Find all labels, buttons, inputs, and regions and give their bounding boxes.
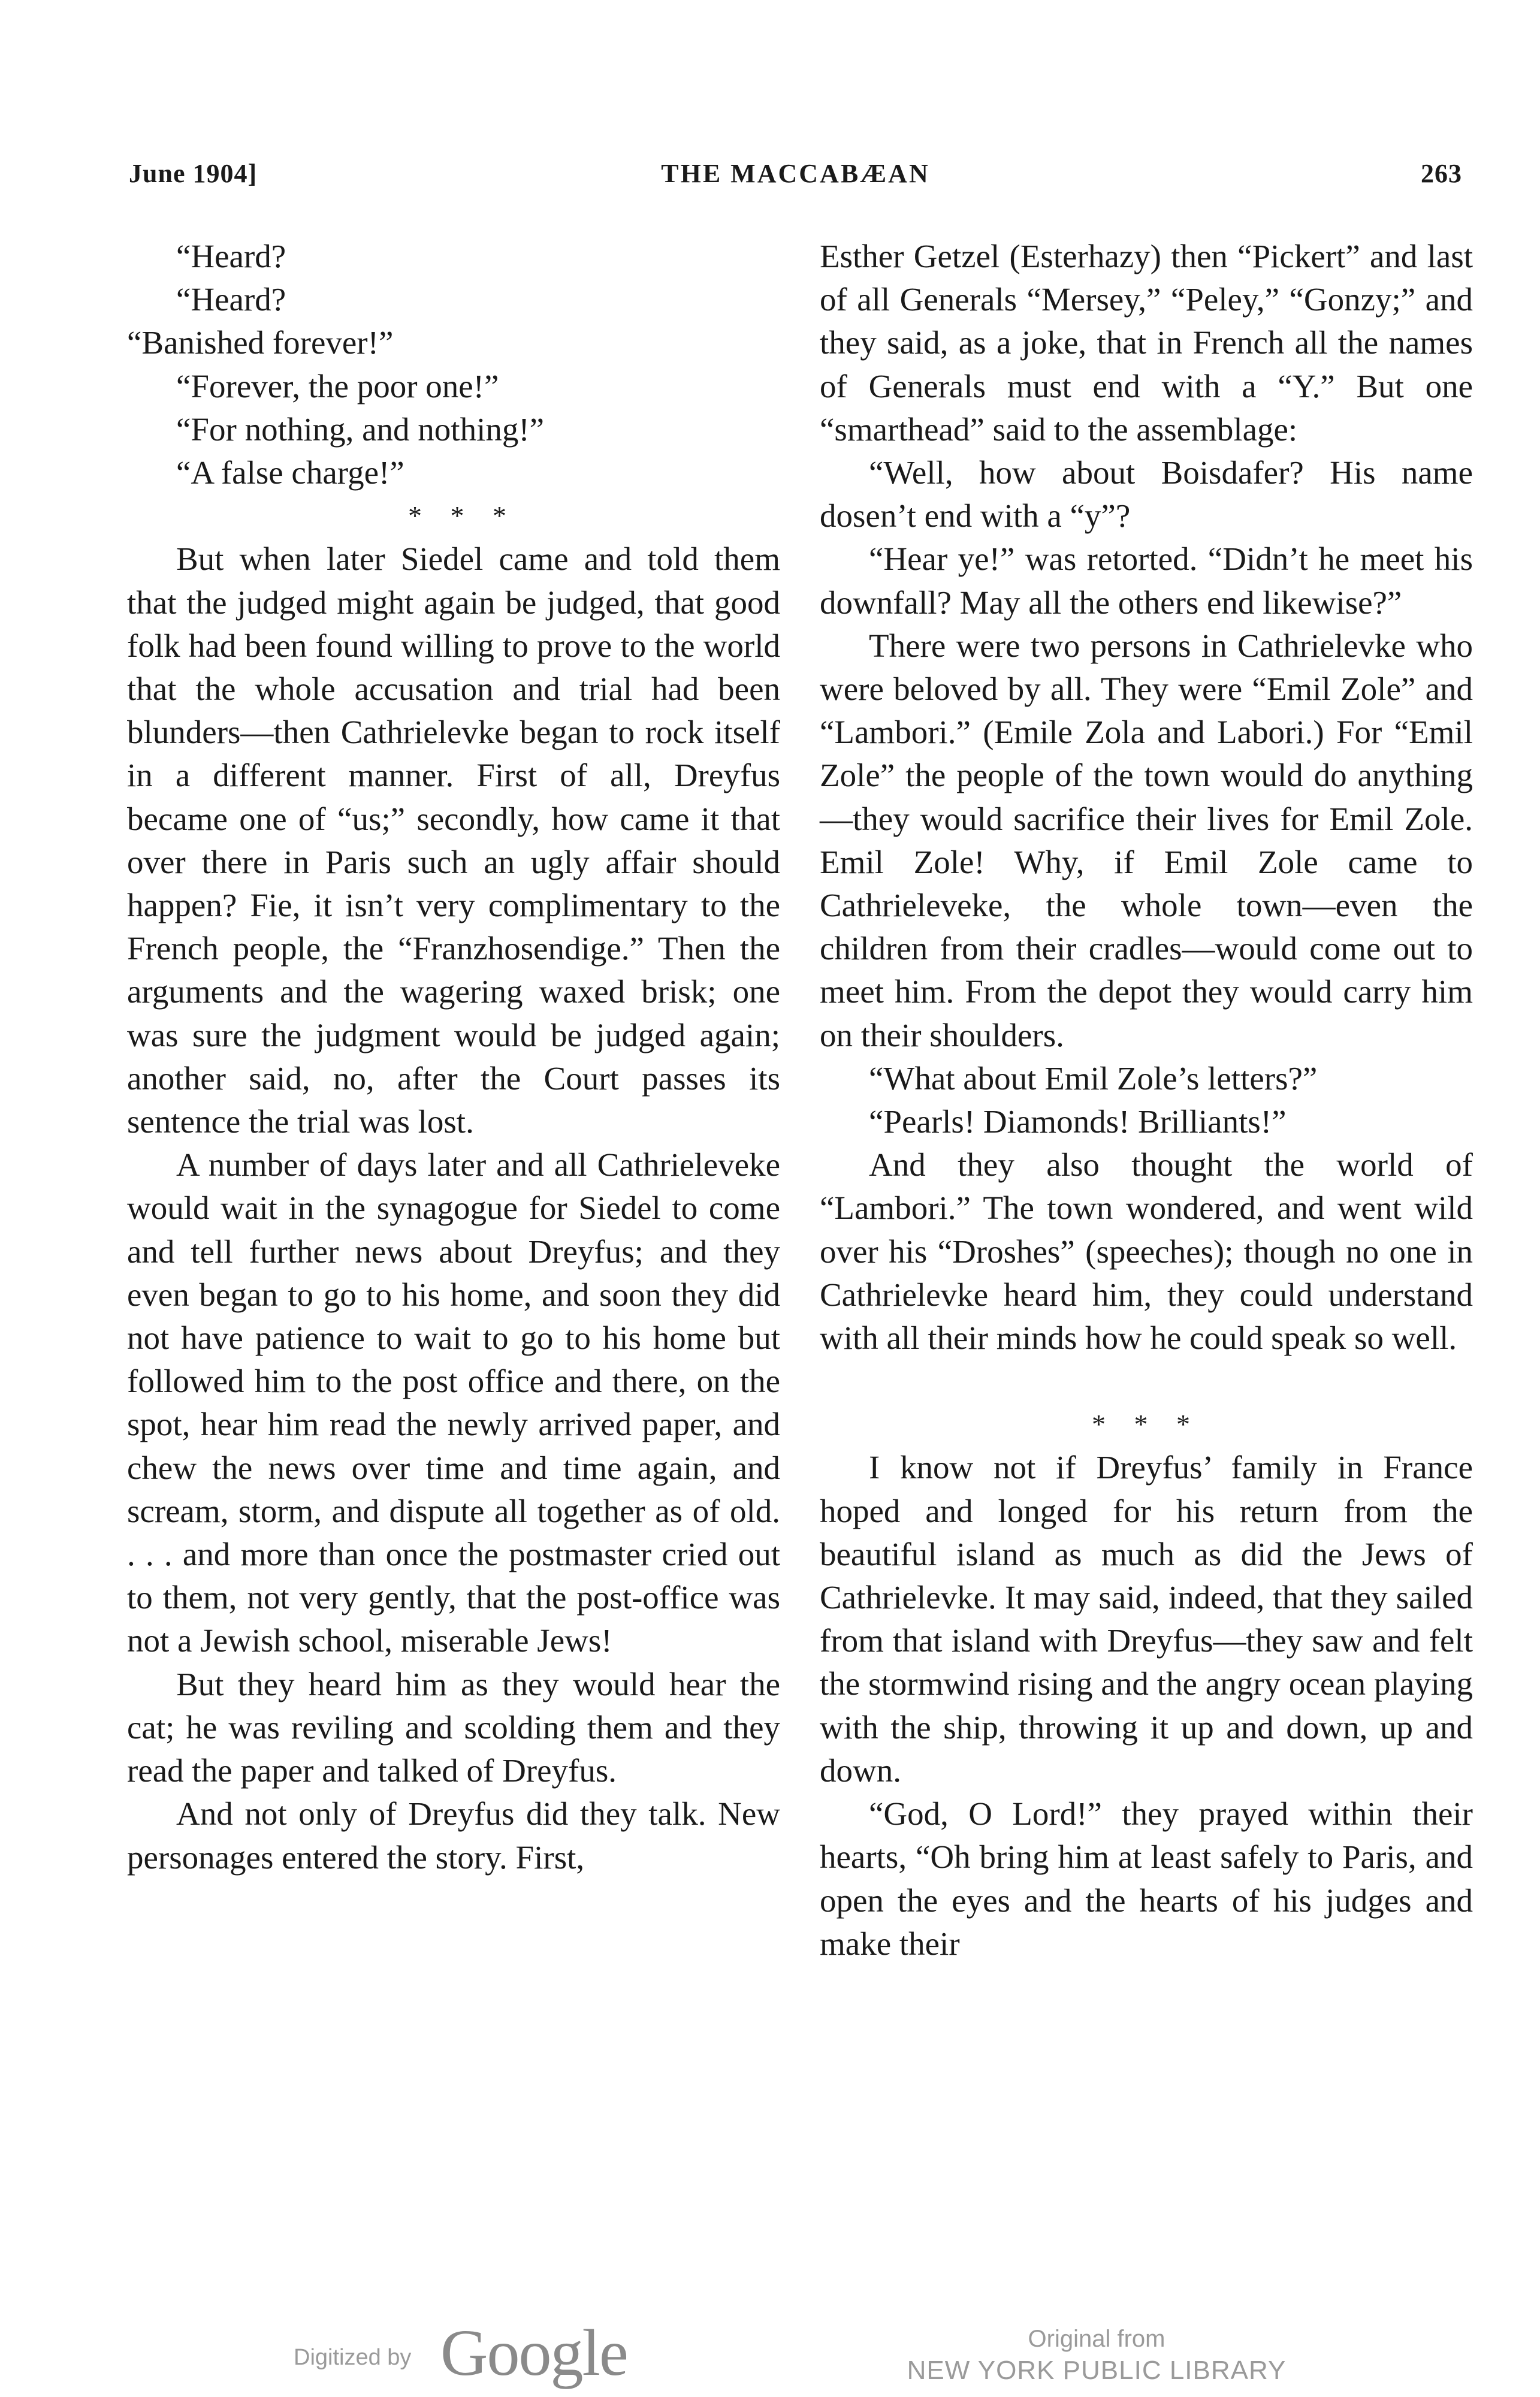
quote-line: “Forever, the poor one!”: [176, 367, 499, 404]
paragraph: But they heard him as they would hear the cat; he was reviling and scolding them and they read the paper and talked of Dreyfus.: [127, 1665, 780, 1789]
google-logo: Google: [440, 2316, 627, 2389]
digitized-by-text: Digitized by: [294, 2345, 412, 2370]
library-attribution: [887, 2324, 1306, 2387]
library-name: NEW YORK PUBLIC LIBRARY: [907, 2356, 1287, 2385]
paragraph: “Well, how about Boisdafer? His name dosen’t end with a “y”?: [820, 454, 1473, 535]
paragraph: “Hear ye!” was retorted. “Didn’t he meet his downfall? May all the others end likewise?”: [820, 541, 1473, 621]
paragraph: I know not if Dreyfus’ family in France hoped and longed for his return from the beautiful island as much as did the Jews of Cathrielevke. It may said, indeed, that they sailed from that island with Dreyfus—they saw and felt the stormwind rising and the angry ocean playing with the ship, throwing it up and down, up and down.: [820, 1449, 1473, 1789]
paragraph: A number of days later and all Cathrieleveke would wait in the synagogue for Siedel to come and tell further news about Dreyfus; and they even began to go to his home, and soon they did not have patience to wait to go to his home but followed him to the post office and there, on the spot, hear him read the newly arrived paper, and chew the news over time and time again, and scream, storm, and dispute all together as of old. . . . and more than once the postmaster cried out to them, not very gently, that the post-office was not a Jewish school, miserable Jews!: [127, 1146, 780, 1659]
header-date: June 1904]: [129, 159, 258, 188]
page-number: 263: [1421, 159, 1462, 188]
paragraph: And not only of Dreyfus did they talk. New personages entered the story. First,: [127, 1795, 780, 1876]
quote-line: “A false charge!”: [176, 454, 404, 491]
header-journal-title: THE MACCABÆAN: [661, 159, 930, 188]
quote-line: “Heard?: [176, 238, 286, 274]
paragraph: “What about Emil Zole’s letters?”: [869, 1059, 1318, 1097]
paragraph: “God, O Lord!” they prayed within their hearts, “Oh bring him at least safely to Paris, and open the eyes and the hearts of his judges and make their: [820, 1795, 1473, 1962]
section-divider: * * *: [408, 500, 517, 532]
paragraph: But when later Siedel came and told them that the judged might again be judged, that good folk had been found willing to prove to the world that the whole accusation and trial had been blunders—then Cathrielevke began to rock itself in a different manner. First of all, Dreyfus became one of “us;” secondly, how came it that over there in Paris such an ugly affair should happen? Fie, it isn’t very complimentary to the French people, the “Franzhosendige.” Then the arguments and the wagering waxed brisk; one was sure the judgment would be judged again; another said, no, after the Court passes its sentence the trial was lost.: [127, 541, 780, 1140]
paragraph: There were two persons in Cathrielevke who were beloved by all. They were “Emil Zole” and “Lambori.” (Emile Zola and Labori.) For “Emil Zole” the people of the town would do anything—they would sacrifice their lives for Emil Zole. Emil Zole! Why, if Emil Zole came to Cathrieleveke, the whole town—even the children from their cradles—would come out to meet him. From the depot they would carry him on their shoulders.: [820, 627, 1473, 1053]
right-column: [820, 235, 1473, 1966]
paragraph: And they also thought the world of “Lambori.” The town wondered, and went wild over his “Droshes” (speeches); though no one in Cathrielevke heard him, they could understand with all their minds how he could speak so well.: [820, 1146, 1473, 1357]
original-from-text: Original from: [1028, 2326, 1165, 2352]
running-header: [129, 151, 1462, 199]
section-divider: * * *: [1092, 1409, 1201, 1440]
paragraph: Esther Getzel (Esterhazy) then “Pickert” and last of all Generals “Mersey,” “Peley,” “Gonzy;” and they said, as a joke, that in French all the names of Generals must end with a “Y.” But one “smarthead” said to the assemblage:: [820, 238, 1473, 448]
paragraph: “Pearls! Diamonds! Brilliants!”: [869, 1103, 1287, 1140]
quote-line: “Banished forever!”: [127, 324, 394, 361]
left-column: [127, 235, 780, 1879]
quote-line: “For nothing, and nothing!”: [176, 410, 545, 448]
quote-line: “Heard?: [176, 281, 286, 318]
